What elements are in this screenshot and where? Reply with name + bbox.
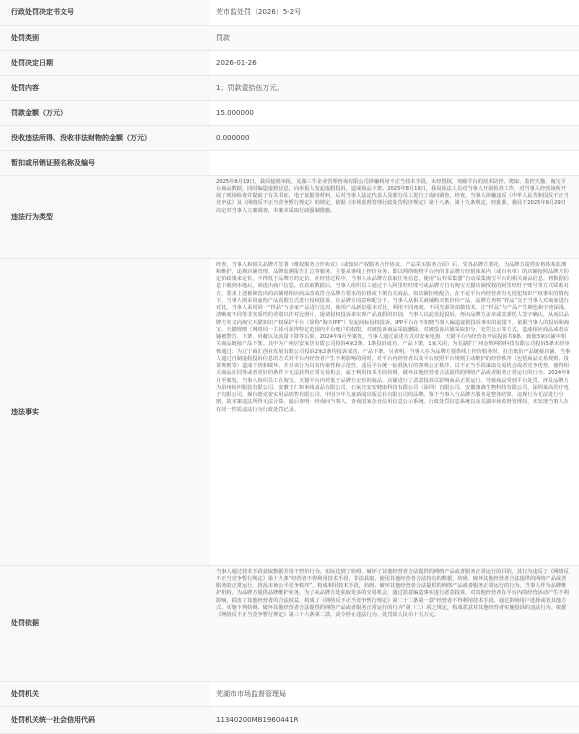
field-label-penalty-basis: 处罚依据 (0, 565, 210, 681)
field-value-license-suspension (210, 150, 579, 175)
row-penalty-content (0, 75, 579, 100)
field-value-penalty-basis: 当事人通过技术手段获取数据并用于控价行为，实际达到了妨碍、破坏了其他经营者合法提供的网络产品或者服务正常运行的目的，其行为违反了《网络反不正当竞争暂行规定》第十九条“经营者不得利用技术手段，非法获取、使用其他经营者合法持有的数据，妨碍、破坏其他经营者合法提供的网络产品或者服务的正常运行，扰乱市场公平竞争秩序”，构成利用技术手段，妨碍、破坏其他经营者合法提供的网络产品或者服务正常运行的行为。当事人作为品牌维护机构，为品牌方提供品牌维护业务，为了从品牌方处获取更多的交易机会，通过恶意编造事实进行恶意投诉，对其他经营者在平台内的经营活动产生不利影响，损害了其他经营者的合法权益，构成了《网络反不正当竞争暂行规定》第二十二条第一款“经营者不得利用技术手段，通过影响用户选择或者其他方式，实施下列妨碍、破坏其他经营者合法提供的网络产品或者服务正常运行的行为”第（二）项之规定，构成恶意对其他经营者实施投诉的违法行为。依据《网络反不正当竞争暂行规定》第三十六条第二款，责令停止违法行为，处罚款人民币十五万元。 (210, 565, 579, 681)
row-penalty-authority (0, 681, 579, 706)
field-value-penalty-authority: 芜湖市市场监督管理局 (210, 681, 579, 706)
row-fine-amount (0, 100, 579, 125)
field-value-violation-type: 2025年8月19日，我局接到举报，芜湖三牛企业管理咨询有限公司涉嫌利用不正当技术手段，未经授权，突破平台的技术防控，爬取、监控天猫、淘宝平台商品数据，同时编造虚假信息，向举报人发起虚假投诉，造成商品下架。2025年8月19日，我局执法人员对当事人开展检查工作，对当事人经营场所开展了现场检查并提取了有关书证、电子证据等材料，后对当事人法定代表人及部分员工进行了询问调查。经查，当事人涉嫌违反《中华人民共和国反不正当竞争法》及《网络反不正当竞争暂行规定》的规定，依据《市场监督管理行政处罚程序规定》第十八条、第十九条规定，经批准，我局于2025年9月29日决定对当事人立案调查，本案未采取行政强制措施。 (210, 175, 579, 258)
field-value-decision-number: 芜市监处罚〔2026〕5-2号 (210, 0, 579, 25)
field-label-authority-credit-code: 处罚机关统一社会信用代码 (0, 706, 210, 733)
field-value-fine-amount: 15.000000 (210, 100, 579, 125)
field-value-penalty-category: 罚款 (210, 25, 579, 50)
field-label-fine-amount: 罚款金额（万元） (0, 100, 210, 125)
row-penalty-basis (0, 565, 579, 681)
row-authority-credit-code (0, 706, 579, 733)
field-label-violation-type: 违法行为类型 (0, 175, 210, 258)
field-label-penalty-content: 处罚内容 (0, 75, 210, 100)
row-confiscation-amount (0, 125, 579, 150)
row-decision-number (0, 0, 579, 25)
row-violation-type (0, 175, 579, 258)
row-license-suspension (0, 150, 579, 175)
field-label-license-suspension: 暂扣或吊销证照名称及编号 (0, 150, 210, 175)
field-label-decision-date: 处罚决定日期 (0, 50, 210, 75)
row-decision-date (0, 50, 579, 75)
field-label-penalty-authority: 处罚机关 (0, 681, 210, 706)
field-label-violation-facts: 违法事实 (0, 258, 210, 565)
field-label-penalty-category: 处罚类别 (0, 25, 210, 50)
field-value-penalty-content: 1；罚款壹拾伍万元。 (210, 75, 579, 100)
field-value-authority-credit-code: 11340200MB1960441R (210, 706, 579, 733)
field-label-confiscation-amount: 没收违法所得、没收非法财物的金额（万元） (0, 125, 210, 150)
field-value-confiscation-amount: 0.000000 (210, 125, 579, 150)
row-penalty-category (0, 25, 579, 50)
field-label-decision-number: 行政处罚决定书文号 (0, 0, 210, 25)
field-value-violation-facts: 经查，当事人和相关品牌方签署《维权服务合作协议》（或知识产权服务合作协议、产品采买服务合同）后，受各品牌方委托，为品牌方提供价格体系监测和维护、违规店铺管理、品牌监测报告汇总等服务，主要从事线上控价业务，即以网络购物平台内的非品牌方经销体系内（或百名单）的店铺按照品牌方的定价政策来定价，不得低于品牌方的定价。在经营过程中，当事人从品牌方获取任务信息，使用“后羿采集器”自动采集淘宝平台的相关商品信息，将数据信息下载到本地后，筛选出商户信息。在获取数据后，当事人组织员工通过个人阿里旺旺账号或品牌方自有淘宝天猫店铺授权的阿里旺旺子账号等方式联系对方，要求上述被筛选出的店铺将相应商品改成符合品牌方要求的价格或下架有关商品。如店铺拒绝配合，在不论平台内经营者有无侵犯知识产权事实的情况下，当事人则采用虚构产品真假方式进行侵权投诉，在品牌方同意和配合下，当事人从相关商铺购买低价价产品，品牌方再将“样品”交于当事人对商家进行对比，当事人采用同一“样品”与多家产品进行比对，使用产品新旧版本对比，利用不同角度、不同光源等拍摄技术，让“样品”与产品产生颜色和字迹深浅、清晰度不同等非实质性的差别以作对比照片，提请侵权投诉来实现产品真假的识别，当事人以此发起投诉，再由品牌方盖章或其委托人签字确认，从而以品牌方名义向淘宝天猫知识产权保护平台（简称“淘天IPP”）发起商标侵权投诉。IPP平台在不知晓当事人编造虚假投诉事实的前提下，依据当事人的投诉和淘宝、天猫规则（网络同一主体可获得特定范围内平台账户的权限，对被投诉商品采取删除、对被投诉店铺采取扣分、处罚公示等方式，造成相应商品或者店铺被警告、下架、屏蔽以及流量下降等后果。2024年9月至案发，当事人通过前述方式对安家电器、天猫平台内经营者开展投诉共9条，致使3家店铺中相关商品链接产品下架。其中为广州居安家居有限公司投诉4家2条，1条投诉成功、产品下架，1家关闭；为芜湖扩广州金辉网络科技有限公司投诉5条未经审核通过；为辽宁商汇创业发展有限公司投诉2家2条均投诉成功，产品下架。另查明，当事人在为品牌方提供线上控价服务时，打击低价产品链接店铺，当事人通过自制虚假投诉信息的方式对平台内经营者产生不利影响的同时，对平台内经营者以及平台按照平台规则主动维护的经营秩序（包括商品交易规则、投诉规则等）造成干扰和破坏，并且该行为具有传染性和示范性，违反平台统一标准执行的客观公正秩序，以不正当手段谋取交易机会或者竞争优势，使得相关商品在同等或者更好的条件下无法获得正常交易机会，属于利用技术手段妨碍、破坏其他经营者合法提供的网络产品或者服务正常运行的行为。2024年9月至案发，当事人组织员工在淘宝、天猫平台内对低于品牌方定价的商品、店铺进行了恶意投诉以影响商品正常运行，导致商品受到平台处罚，涉及品牌方为泉州纺织服装有限公司、安徽王仁和米线食品有限公司、石家庄安安健康科技有限公司（深圳）有限公司、安徽康森生物科技有限公司、深圳莱高医疗电子有限公司、烟台德克瓷实用品销售有限公司、中国少年儿童新闻出版总社有限公司的品牌。鉴于当事人与品牌方服务是整体结算，违规行为无法进行分割，故本案违法所得无法计算。最后查明：经询问当事人，查询国家企业信用信息公示系统、行政处罚信息系统以及芜湖市场监督管理局，未发现当事人存在同一性质违法行为行政处罚记录。 (210, 258, 579, 565)
field-value-decision-date: 2026-01-26 (210, 50, 579, 75)
row-violation-facts (0, 258, 579, 565)
